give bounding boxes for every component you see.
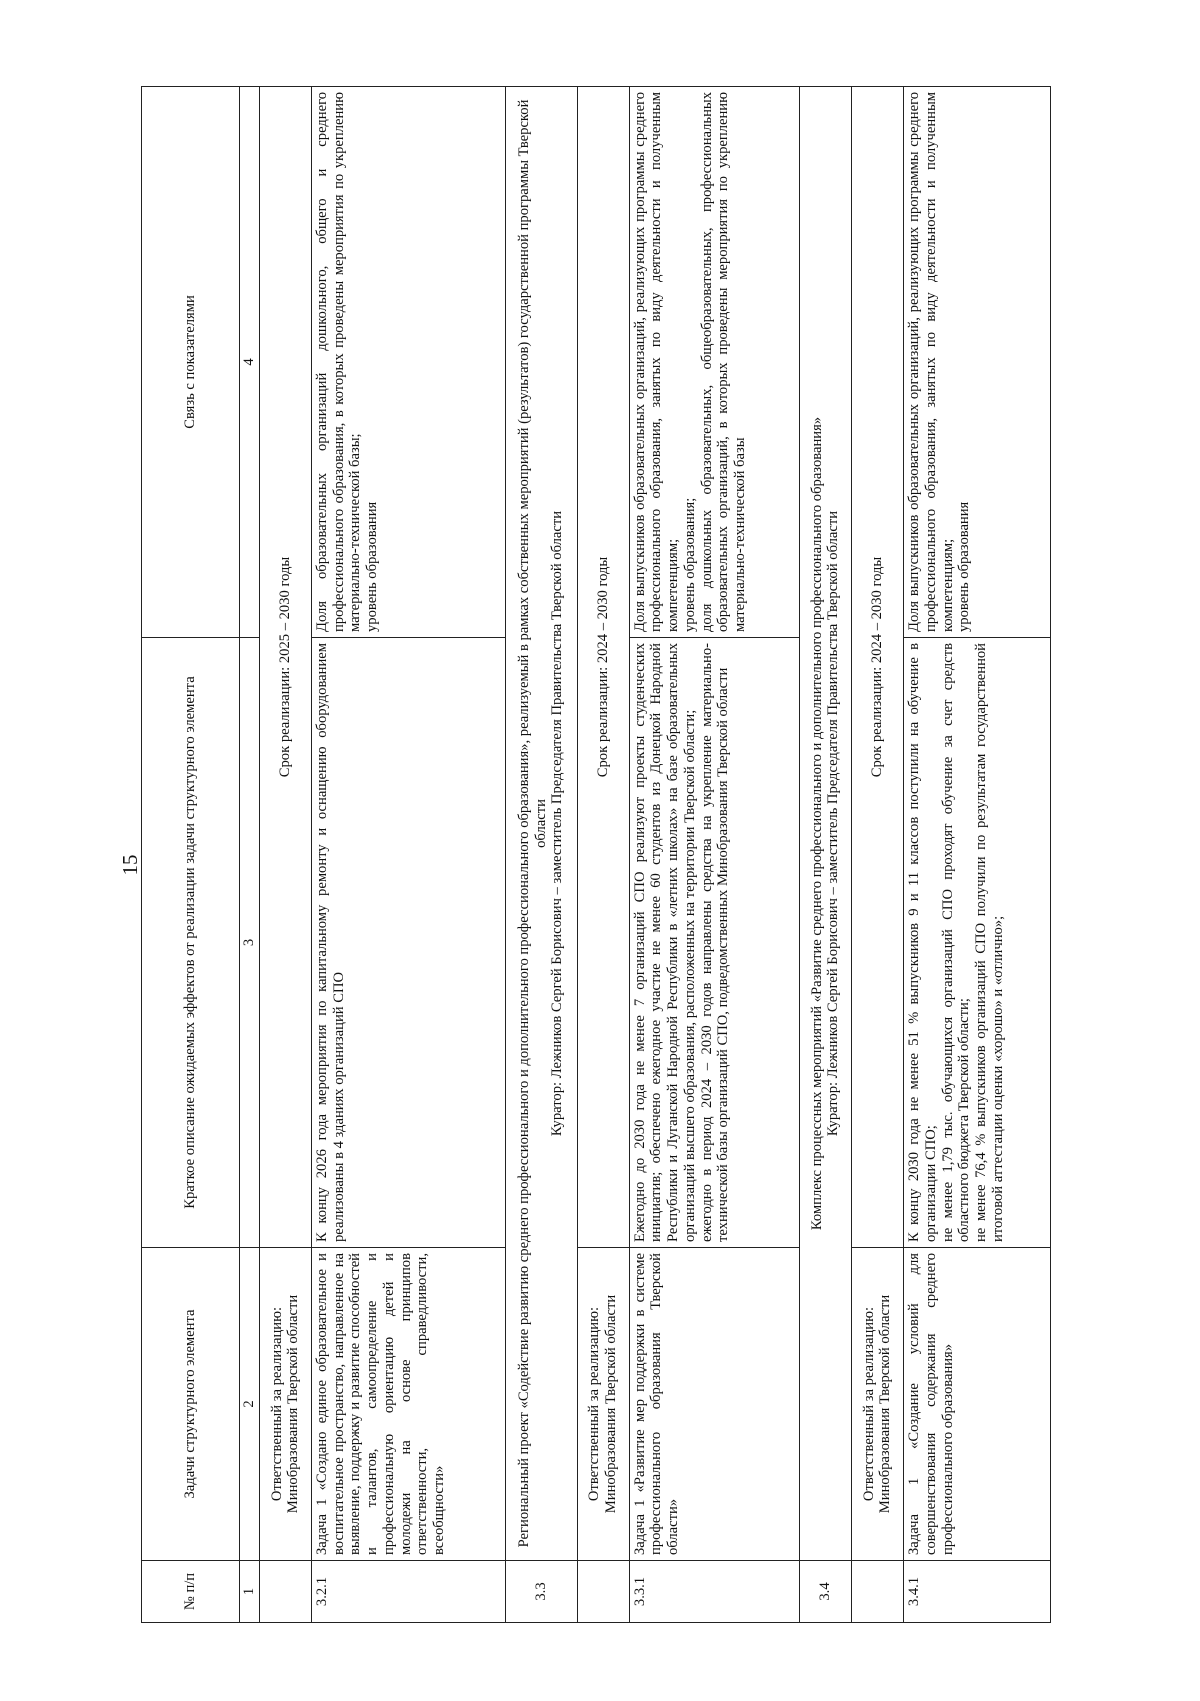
indicators-cell: Доля выпускников образовательных организаций, реализующих программы среднего профессионального образования, занятых по виду деятельности и полученным компетенциям; уровень образования; доля дошкольных образовательных, общеобразовательных, профессиональных образовательных организаций, в которых проведены мероприятия по укреплению материально-технической базы [629, 87, 799, 638]
table-row [259, 87, 311, 1623]
header-number: № п/п [142, 1561, 240, 1623]
task-cell: Задача 1 «Создание условий для совершенствования содержания среднего профессионального образования» [903, 1248, 1050, 1561]
deadline-cell: Срок реализации: 2025 – 2030 годы [259, 87, 311, 1248]
row-number: 3.3 [505, 1561, 577, 1623]
rotated-page-content [141, 87, 1051, 1623]
responsible-cell: Ответственный за реализацию: Минобразования Тверской области [259, 1248, 311, 1561]
column-number-row [240, 87, 260, 1623]
deadline-cell: Срок реализации: 2024 – 2030 годы [851, 87, 903, 1248]
page-number: 15 [118, 854, 142, 876]
column-number-4: 4 [240, 87, 260, 638]
deadline-cell: Срок реализации: 2024 – 2030 годы [577, 87, 629, 1248]
column-number-3: 3 [240, 638, 260, 1248]
row-number: 3.3.1 [629, 1561, 799, 1623]
table-row [799, 87, 851, 1623]
header-tasks: Задачи структурного элемента [142, 1248, 240, 1561]
indicators-cell: Доля образовательных организаций дошкольного, общего и среднего профессионального образования, в которых проведены мероприятия по укреплению материально-технической базы; уровень образования [311, 87, 505, 638]
table-row [505, 87, 577, 1623]
effect-cell: Ежегодно до 2030 года не менее 7 организаций СПО реализуют проекты студенческих инициатив; обеспечено ежегодное участие не менее 60 студентов из Донецкой Народной Республики и Луганской Народной Республики в «летних школах» на базе образовательных организаций высшего образования, расположенных на территории Тверской области; ежегодно в период 2024 – 2030 годов направлены средства на укрепление материально-технической базы организаций СПО, подведомственных Минобразования Тверской области [629, 638, 799, 1248]
table-header-row [142, 87, 240, 1623]
table-row [851, 87, 903, 1623]
table-row [629, 87, 799, 1623]
responsible-cell: Ответственный за реализацию: Минобразования Тверской области [577, 1248, 629, 1561]
column-number-2: 2 [240, 1248, 260, 1561]
process-complex-curator: Куратор: Лежников Сергей Борисович – заместитель Председателя Правительства Тверской области [825, 510, 842, 1137]
task-cell: Задача 1 «Создано единое образовательное и воспитательное пространство, направленное на выявление, поддержку и развитие способностей и талантов, самоопределение и профессиональную ориентацию детей и молодежи на основе принципов ответственности, справедливости, всеобщности» [311, 1248, 505, 1561]
row-number: 3.2.1 [311, 1561, 505, 1623]
header-effects: Краткое описание ожидаемых эффектов от реализации задачи структурного элемента [142, 638, 240, 1248]
task-cell: Задача 1 «Развитие мер поддержки в системе профессионального образования Тверской области» [629, 1248, 799, 1561]
table-row [577, 87, 629, 1623]
regional-project-title: Региональный проект «Содействие развитию среднего профессионального и дополнительного профессионального образования», реализуемый в рамках собственных мероприятий (результатов) государственной программы Тверской области [515, 99, 549, 1548]
indicators-cell: Доля выпускников образовательных организаций, реализующих программы среднего профессионального образования, занятых по виду деятельности и полученным компетенциям; уровень образования [903, 87, 1050, 638]
structural-elements-table [141, 86, 1051, 1623]
regional-project-curator: Куратор: Лежников Сергей Борисович – заместитель Председателя Правительства Тверской области [549, 510, 566, 1137]
effect-cell: К концу 2030 года не менее 51 % выпускников 9 и 11 классов поступили на обучение в организации СПО; не менее 1,79 тыс. обучающихся организаций СПО проходят обучение за счет средств областного бюджета Тверской области; не менее 76,4 % выпускников организаций СПО получили по результатам государственной итоговой аттестации оценки «хорошо» и «отлично»; [903, 638, 1050, 1248]
table-row [311, 87, 505, 1623]
row-number: 3.4 [799, 1561, 851, 1623]
effect-cell: К концу 2026 года мероприятия по капитальному ремонту и оснащению оборудованием реализованы в 4 зданиях организаций СПО [311, 638, 505, 1248]
responsible-cell: Ответственный за реализацию: Минобразования Тверской области [851, 1248, 903, 1561]
table-row [903, 87, 1050, 1623]
process-complex-cell [799, 87, 851, 1561]
header-indicators: Связь с показателями [142, 87, 240, 638]
row-number: 3.4.1 [903, 1561, 1050, 1623]
process-complex-title: Комплекс процессных мероприятий «Развитие среднего профессионального и дополнительного профессионального образования» [808, 416, 825, 1231]
regional-project-cell [505, 87, 577, 1561]
column-number-1: 1 [240, 1561, 260, 1623]
